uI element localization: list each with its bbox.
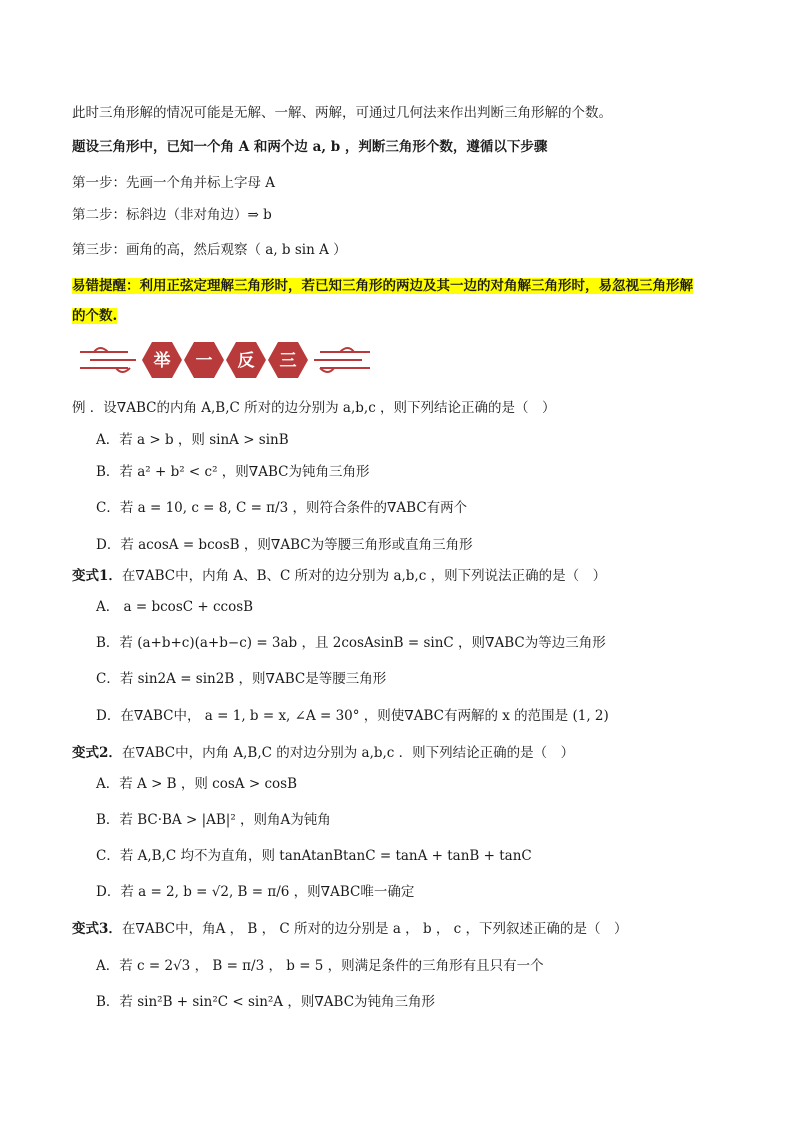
variant-1-stem: 在∇ABC中，内角 A、B、C 所对的边分别为 a,b,c ，则下列说法正确的是（ ） [121,568,607,584]
intro-line-1: 此时三角形解的情况可能是无解、一解、两解，可通过几何法来作出判断三角形解的个数。 [72,105,612,121]
example-stem: 例 ．设∇ABC的内角 A,B,C 所对的边分别为 a,b,c ，则下列结论正确的是（ ） [72,400,556,416]
step-1: 第一步：先画一个角并标上字母 A [72,175,276,191]
variant-3-stem: 在∇ABC中，角A ， B ， C 所对的边分别是 a ， b ， c ，下列叙述正确的是（ ） [121,921,628,937]
banner-hexagon-2 [184,342,224,378]
banner-char-3: 反 [237,351,255,371]
variant-1-label: 变式1． [72,568,122,584]
variant-2-stem: 在∇ABC中，内角 A,B,C 的对边分别为 a,b,c ．则下列结论正确的是（ ） [121,745,575,761]
variant-2-option-b: B．若 BC·BA > |AB|² ，则角A为钝角 [96,812,331,828]
variant-2-label: 变式2． [72,745,122,761]
variant-3-label: 变式3． [72,921,122,937]
warning-line-1: 易错提醒：利用正弦定理解三角形时，若已知三角形的两边及其一边的对角解三角形时，易忽视三角形解 [72,278,693,294]
variant-2-option-c: C．若 A,B,C 均不为直角，则 tanAtanBtanC = tanA + tanB + tanC [96,848,532,864]
intro-line-2: 题设三角形中，已知一个角 A 和两个边 a, b ，判断三角形个数，遵循以下步骤 [72,139,548,155]
example-option-a: A．若 a > b ，则 sinA > sinB [96,432,289,448]
example-option-b: B．若 a² + b² < c² ，则∇ABC为钝角三角形 [96,464,370,480]
example-option-c: C．若 a = 10, c = 8, C = π/3 ，则符合条件的∇ABC有两个 [96,500,468,516]
step-2: 第二步：标斜边（非对角边）⇒ b [72,207,272,223]
warning-line-2: 的个数. [72,308,118,324]
variant-2-option-a: A．若 A > B ，则 cosA > cosB [96,776,297,792]
banner-hexagon-4 [268,342,308,378]
variant-2-option-d: D．若 a = 2, b = √2, B = π/6 ，则∇ABC唯一确定 [96,884,415,900]
banner-hexagon-1 [142,342,182,378]
banner-hexagon-3 [226,342,266,378]
banner-practice [78,338,378,382]
variant-1-option-c: C．若 sin2A = sin2B ，则∇ABC是等腰三角形 [96,671,387,687]
banner-char-1: 举 [153,351,171,371]
example-option-d: D．若 acosA = bcosB ，则∇ABC为等腰三角形或直角三角形 [96,537,473,553]
variant-3-option-b: B．若 sin²B + sin²C < sin²A ，则∇ABC为钝角三角形 [96,994,436,1010]
banner-left-swirl-icon [80,348,136,372]
variant-3-option-a: A．若 c = 2√3 ， B = π/3 ， b = 5 ，则满足条件的三角形有且只有一个 [96,958,544,974]
variant-1-option-d: D．在∇ABC中， a = 1, b = x, ∠A = 30° ，则使∇ABC有两解的 x 的范围是 (1, 2) [96,708,609,724]
banner-char-4: 三 [279,351,297,371]
banner-right-swirl-icon [314,348,370,372]
step-3: 第三步：画角的高，然后观察（ a, b sin A ） [72,242,347,258]
variant-1-option-b: B．若 (a+b+c)(a+b−c) = 3ab ，且 2cosAsinB = sinC ，则∇ABC为等边三角形 [96,635,606,651]
variant-1-option-a: A． a = bcosC + ccosB [96,599,254,615]
banner-char-2: 一 [195,351,213,371]
